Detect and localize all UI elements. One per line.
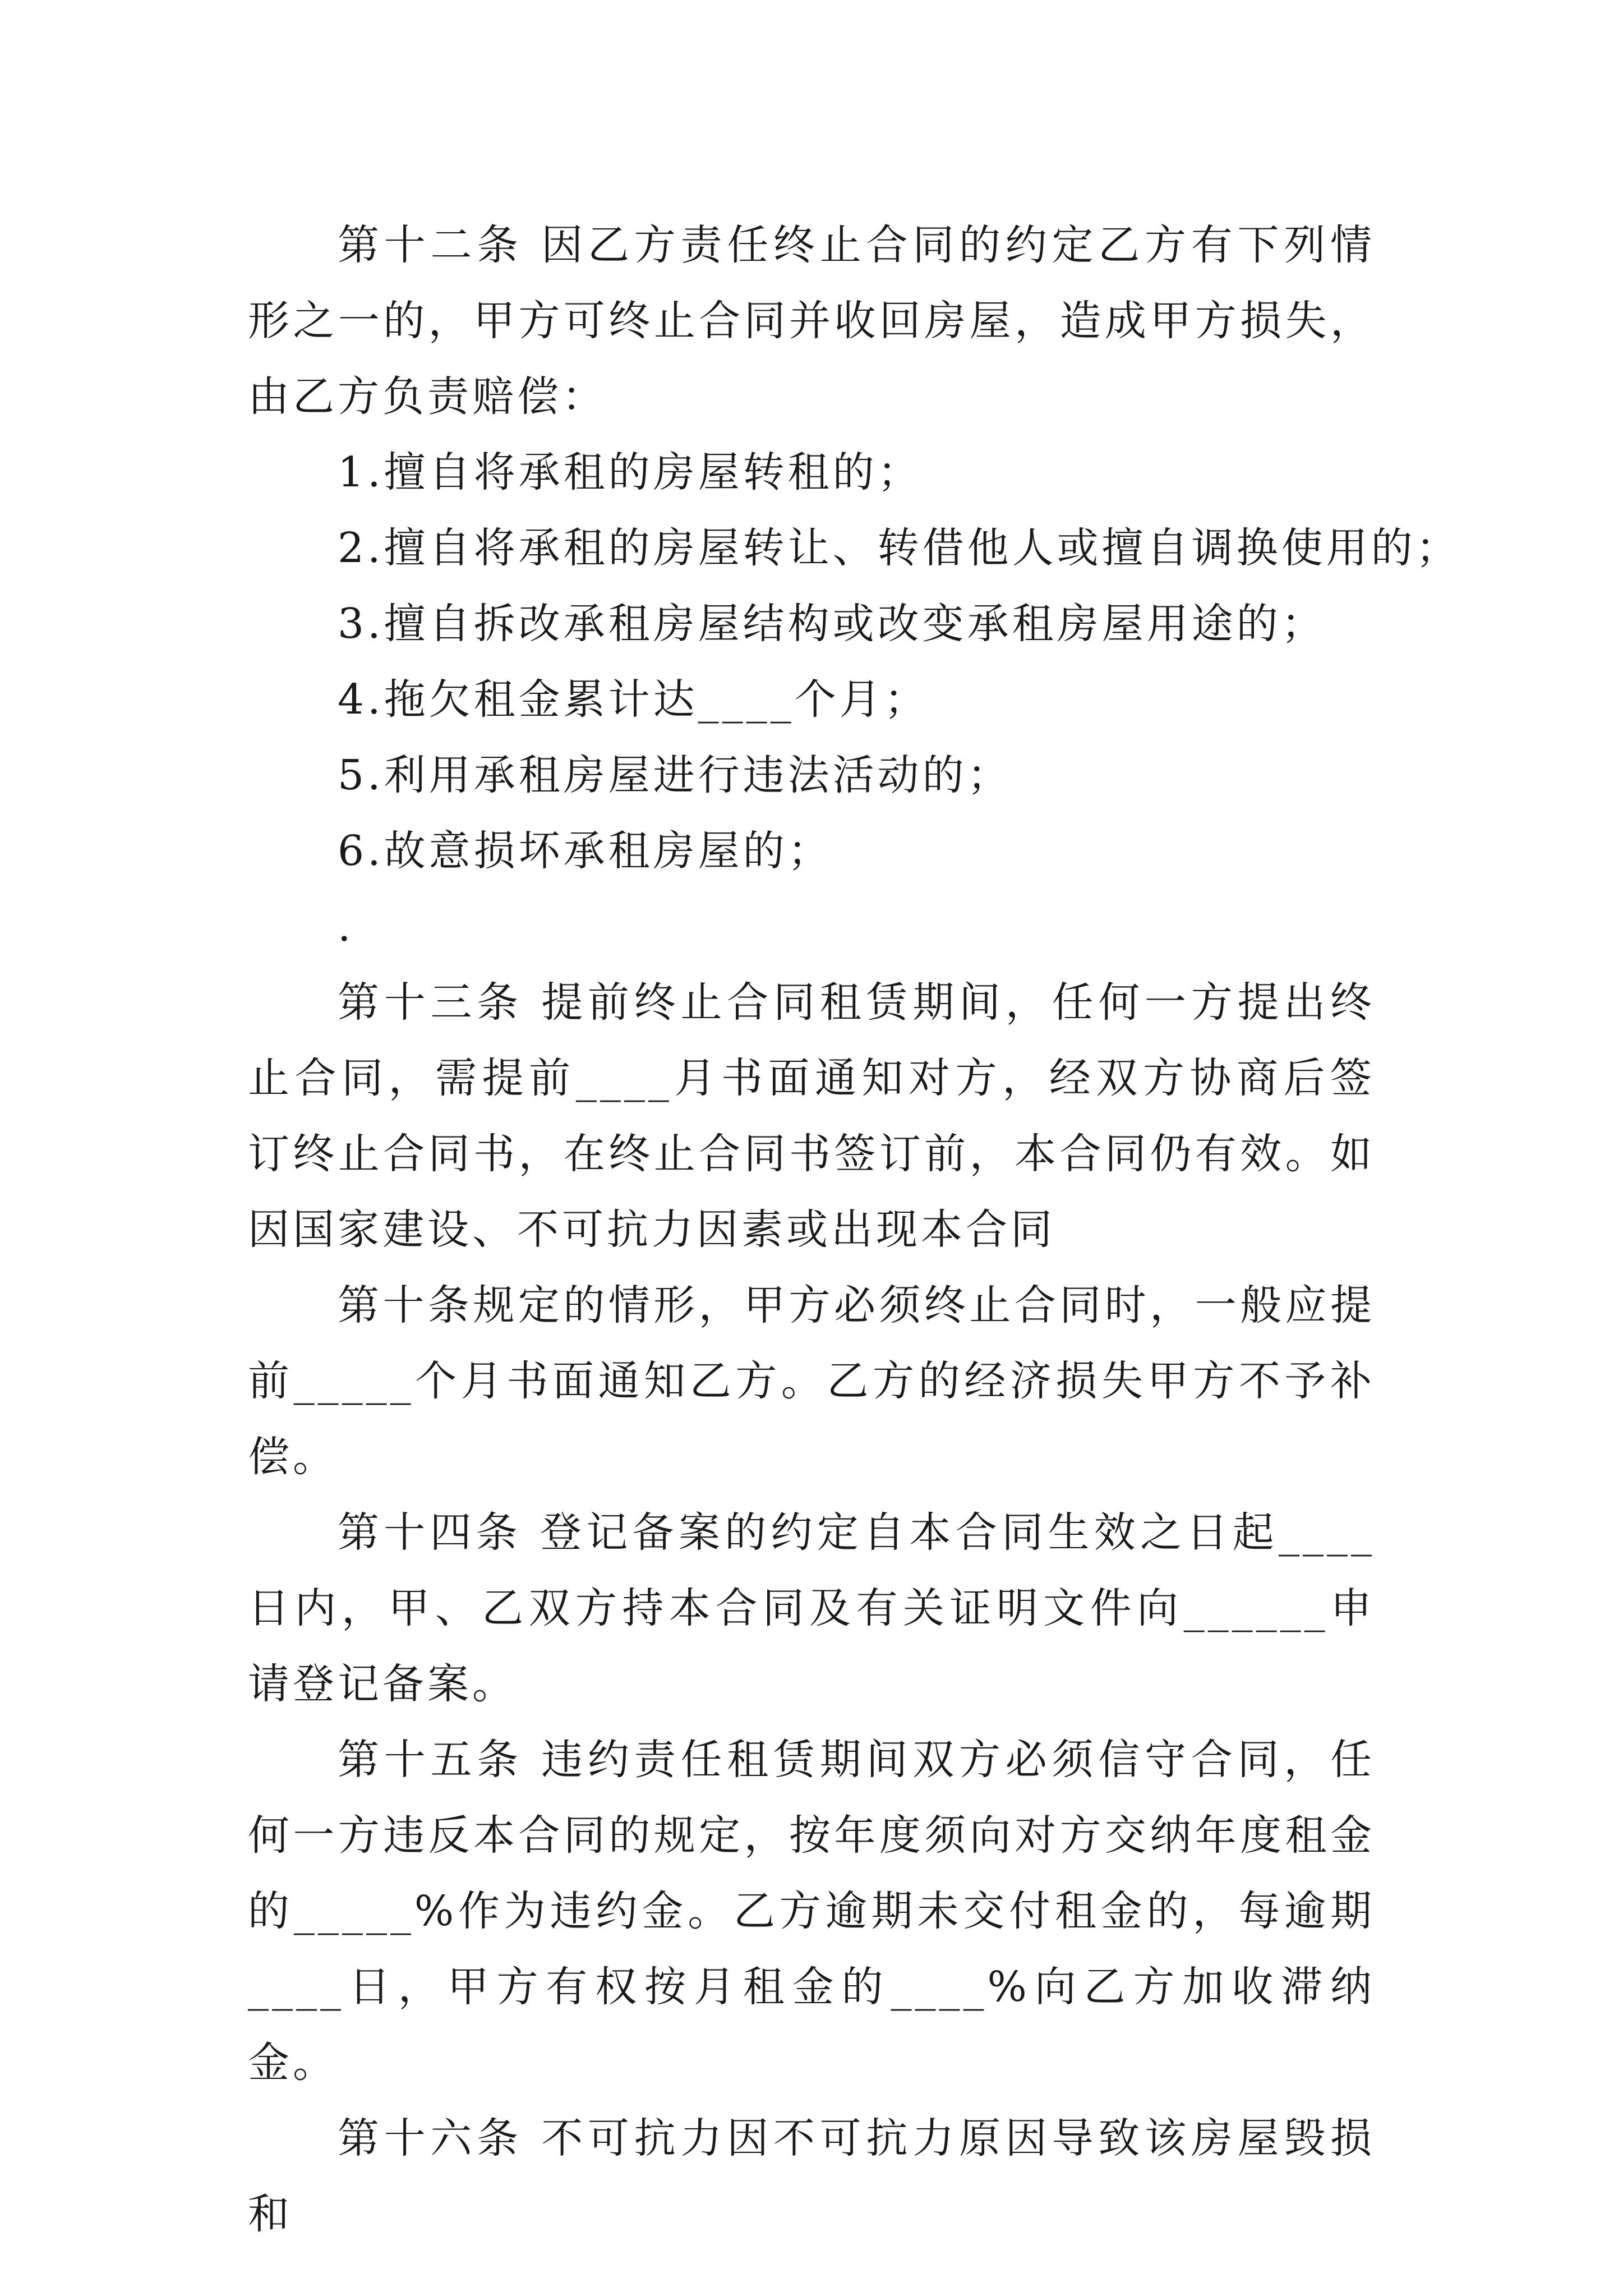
article-12-item-6: 6.故意损坏承租房屋的； (338, 827, 833, 875)
article-12-item-1: 1.擅自将承租的房屋转租的； (338, 448, 923, 496)
article-13-continuation: 第十条规定的情形，甲方必须终止合同时，一般应提前_____个月书面通知乙方。乙方的经济损失甲方不予补偿。 (248, 1281, 1375, 1481)
article-13-paragraph: 第十三条 提前终止合同租赁期间，任何一方提出终止合同，需提前____月书面通知对方，经双方协商后签订终止合同书，在终止合同书签订前，本合同仍有效。如因国家建设、不可抗力因素或出现本合同 (248, 978, 1375, 1254)
article-12-item-5: 5.利用承租房屋进行违法活动的； (338, 751, 1012, 799)
article-12-item-4: 4.拖欠租金累计达____个月； (338, 675, 929, 724)
article-16-paragraph: 第十六条 不可抗力因不可抗力原因导致该房屋毁损和 (248, 2114, 1375, 2238)
article-12-item-2: 2.擅自将承租的房屋转让、转借他人或擅自调换使用的； (338, 524, 1461, 572)
article-12-item-3: 3.擅自拆改承租房屋结构或改变承租房屋用途的； (338, 600, 1326, 648)
separator-dot: . (338, 903, 354, 951)
document-body (248, 208, 1461, 2252)
article-12-paragraph: 第十二条 因乙方责任终止合同的约定乙方有下列情形之一的，甲方可终止合同并收回房屋，造成甲方损失，由乙方负责赔偿： (248, 221, 1375, 421)
article-15-paragraph: 第十五条 违约责任租赁期间双方必须信守合同，任何一方违反本合同的规定，按年度须向对方交纳年度租金的_____%作为违约金。乙方逾期未交付租金的，每逾期____日，甲方有权按月租金的____%向乙方加收滞纳金。 (248, 1736, 1375, 2087)
article-14-paragraph: 第十四条 登记备案的约定自本合同生效之日起____日内，甲、乙双方持本合同及有关证明文件向______申请登记备案。 (248, 1508, 1375, 1708)
